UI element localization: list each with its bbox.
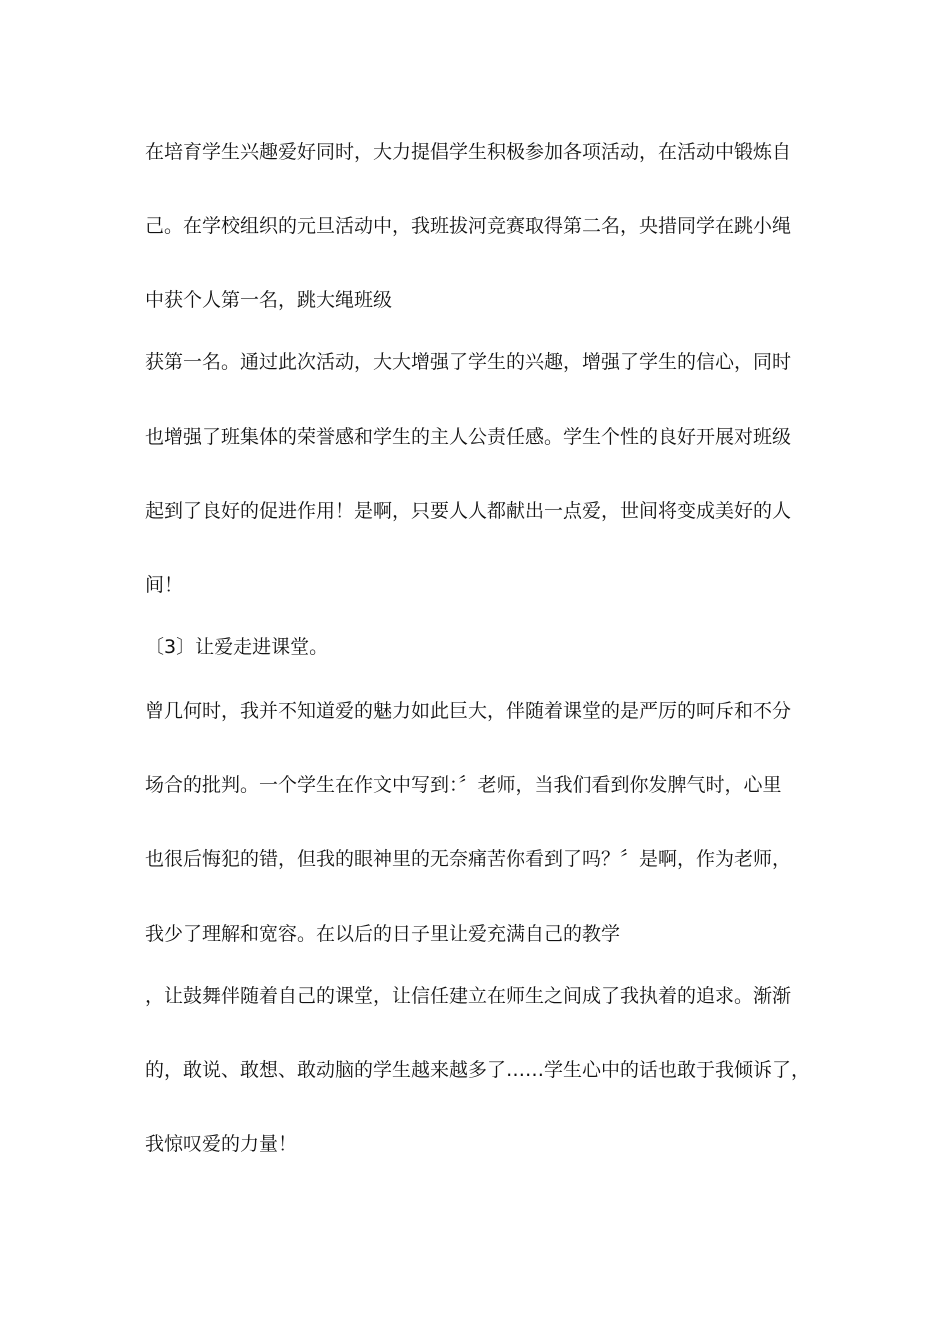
text-line: 获第一名。通过此次活动，大大增强了学生的兴趣，增强了学生的信心，同时	[145, 351, 792, 373]
text-line: ，让鼓舞伴随着自己的课堂，让信任建立在师生之间成了我执着的追求。渐渐	[145, 985, 792, 1007]
text-line: 我惊叹爱的力量！	[145, 1133, 298, 1155]
text-line: 中获个人第一名，跳大绳班级	[145, 289, 393, 311]
text-line: 曾几何时，我并不知道爱的魅力如此巨大，伴随着课堂的是严厉的呵斥和不分	[145, 700, 792, 722]
text-line: 我少了理解和宽容。在以后的日子里让爱充满自己的教学	[145, 923, 621, 945]
text-line: 也很后悔犯的错，但我的眼神里的无奈痛苦你看到了吗？〞是啊，作为老师，	[145, 848, 792, 870]
text-line: 己。在学校组织的元旦活动中，我班拔河竞赛取得第二名，央措同学在跳小绳	[145, 215, 792, 237]
text-line: 在培育学生兴趣爱好同时，大力提倡学生积极参加各项活动，在活动中锻炼自	[145, 141, 792, 163]
text-line: 也增强了班集体的荣誉感和学生的主人公责任感。学生个性的良好开展对班级	[145, 426, 792, 448]
text-line: 起到了良好的促进作用！是啊，只要人人都献出一点爱，世间将变成美好的人	[145, 500, 792, 522]
text-line: 的，敢说、敢想、敢动脑的学生越来越多了……学生心中的话也敢于我倾诉了，	[145, 1059, 811, 1081]
section-heading: 〔3〕让爱走进课堂。	[145, 636, 329, 658]
text-line: 场合的批判。一个学生在作文中写到：〞老师，当我们看到你发脾气时，心里	[145, 774, 782, 796]
text-line: 间！	[145, 574, 184, 596]
